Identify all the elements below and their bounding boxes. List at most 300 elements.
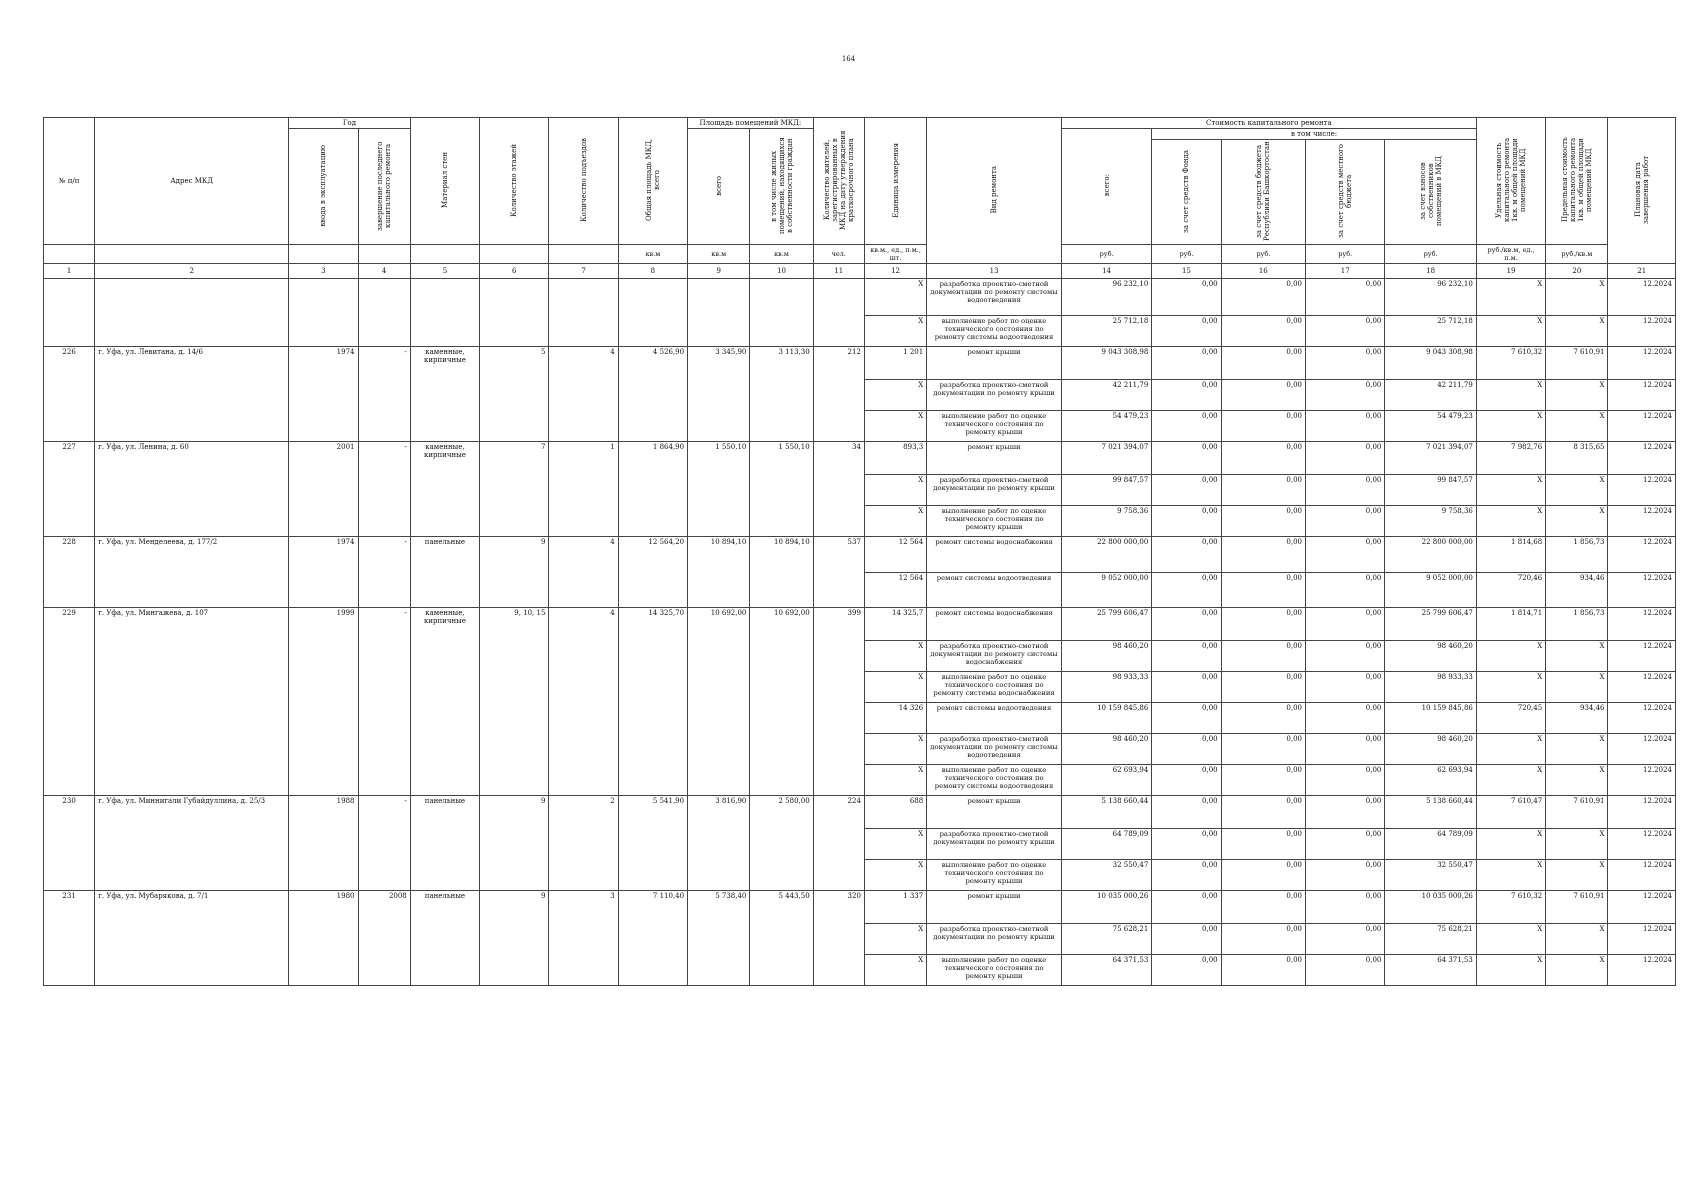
work-type-cell: выполнение работ по оценке технического состояния по ремонту крыши: [927, 506, 1062, 537]
total-area-cell: 14 325,70: [618, 608, 687, 796]
unit-cell: [358, 245, 410, 264]
cost-republic-cell: 0,00: [1221, 672, 1305, 703]
work-type-cell: выполнение работ по оценке технического состояния по ремонту системы водоотведения: [927, 316, 1062, 347]
residents-cell: 212: [813, 347, 864, 442]
work-type-cell: ремонт крыши: [927, 891, 1062, 924]
wall-material-cell: панельные: [410, 796, 479, 891]
cost-owners-cell: 64 371,53: [1385, 955, 1476, 986]
cost-owners-cell: 25 712,18: [1385, 316, 1476, 347]
header-total-area: Общая площадь МКД, всего: [618, 118, 687, 245]
specific-cost-cell: 7 610,32: [1476, 347, 1545, 380]
limit-cost-cell: 7 610,91: [1546, 347, 1608, 380]
address-cell: г. Уфа, ул. Левитана, д. 14/6: [95, 347, 289, 442]
cost-local-cell: 0,00: [1306, 860, 1385, 891]
table-body: [44, 279, 1676, 986]
cost-local-cell: 0,00: [1306, 955, 1385, 986]
specific-cost-cell: 7 610,32: [1476, 891, 1545, 924]
total-area-cell: 12 564,20: [618, 537, 687, 608]
header-limit-cost: Предельная стоимость капитального ремонта 1кв. м общей площади помещений МКД: [1546, 118, 1608, 245]
unit-cell: X: [864, 279, 926, 316]
cost-republic-cell: 0,00: [1221, 734, 1305, 765]
column-number: 6: [480, 264, 549, 279]
work-type-cell: ремонт системы водоснабжения: [927, 537, 1062, 573]
residents-cell: 224: [813, 796, 864, 891]
cost-total-cell: 9 043 308,98: [1061, 347, 1151, 380]
limit-cost-cell: 934,46: [1546, 703, 1608, 734]
unit-cell: 14 325,7: [864, 608, 926, 641]
planned-date-cell: 12.2024: [1608, 411, 1676, 442]
floors-cell: 9: [480, 891, 549, 986]
cost-fund-cell: 0,00: [1152, 475, 1221, 506]
limit-cost-cell: X: [1546, 829, 1608, 860]
cost-local-cell: 0,00: [1306, 829, 1385, 860]
rooms-total-cell: 5 738,40: [688, 891, 750, 986]
cost-fund-cell: 0,00: [1152, 641, 1221, 672]
column-number: 8: [618, 264, 687, 279]
wall-material-cell: панельные: [410, 891, 479, 986]
table-row: [44, 608, 1676, 641]
limit-cost-cell: X: [1546, 734, 1608, 765]
cost-fund-cell: 0,00: [1152, 279, 1221, 316]
work-type-cell: разработка проектно-сметной документации по ремонту системы водоотведения: [927, 734, 1062, 765]
work-type-cell: разработка проектно-сметной документации по ремонту крыши: [927, 924, 1062, 955]
cost-owners-cell: 54 479,23: [1385, 411, 1476, 442]
cost-republic-cell: 0,00: [1221, 641, 1305, 672]
planned-date-cell: 12.2024: [1608, 924, 1676, 955]
commission-year-cell: 1999: [289, 608, 358, 796]
limit-cost-cell: X: [1546, 506, 1608, 537]
cost-owners-cell: 99 847,57: [1385, 475, 1476, 506]
specific-cost-cell: X: [1476, 279, 1545, 316]
unit-cell: [480, 245, 549, 264]
cost-fund-cell: 0,00: [1152, 860, 1221, 891]
specific-cost-cell: X: [1476, 641, 1545, 672]
entrances-cell: 3: [549, 891, 618, 986]
unit-cell: X: [864, 380, 926, 411]
cost-total-cell: 98 460,20: [1061, 641, 1151, 672]
header-cost-fund: за счет средств Фонда: [1152, 140, 1221, 245]
unit-cell: кв.м: [750, 245, 813, 264]
cost-total-cell: 25 799 606,47: [1061, 608, 1151, 641]
cost-fund-cell: 0,00: [1152, 316, 1221, 347]
unit-cell: руб./кв.м, ед., п.м.: [1476, 245, 1545, 264]
cost-local-cell: 0,00: [1306, 316, 1385, 347]
column-numbers-row: [44, 264, 1676, 279]
header-cost-republic: за счет средств бюджета Республики Башкортостан: [1221, 140, 1305, 245]
cost-local-cell: 0,00: [1306, 703, 1385, 734]
column-number: 10: [750, 264, 813, 279]
unit-cell: X: [864, 672, 926, 703]
house-number-cell: 229: [44, 608, 95, 796]
specific-cost-cell: X: [1476, 506, 1545, 537]
unit-cell: 14 326: [864, 703, 926, 734]
cost-republic-cell: 0,00: [1221, 347, 1305, 380]
cost-owners-cell: 64 789,09: [1385, 829, 1476, 860]
cost-fund-cell: 0,00: [1152, 537, 1221, 573]
cost-total-cell: 25 712,18: [1061, 316, 1151, 347]
work-type-cell: разработка проектно-сметной документации по ремонту системы водоснабжения: [927, 641, 1062, 672]
column-number: 17: [1306, 264, 1385, 279]
unit-cell: [95, 245, 289, 264]
cost-owners-cell: 25 799 606,47: [1385, 608, 1476, 641]
cost-total-cell: 9 052 000,00: [1061, 573, 1151, 608]
cost-fund-cell: 0,00: [1152, 891, 1221, 924]
cost-republic-cell: 0,00: [1221, 411, 1305, 442]
cost-local-cell: 0,00: [1306, 411, 1385, 442]
unit-cell: X: [864, 475, 926, 506]
planned-date-cell: 12.2024: [1608, 347, 1676, 380]
rooms-total-cell: 10 894,10: [688, 537, 750, 608]
unit-cell: X: [864, 506, 926, 537]
planned-date-cell: 12.2024: [1608, 672, 1676, 703]
cost-owners-cell: 96 232,10: [1385, 279, 1476, 316]
limit-cost-cell: X: [1546, 641, 1608, 672]
rooms-living-cell: 10 692,00: [750, 608, 813, 796]
page-number: 164: [841, 55, 856, 63]
cost-owners-cell: 42 211,79: [1385, 380, 1476, 411]
column-number: 16: [1221, 264, 1305, 279]
planned-date-cell: 12.2024: [1608, 860, 1676, 891]
last-repair-cell: -: [358, 442, 410, 537]
specific-cost-cell: 7 610,47: [1476, 796, 1545, 829]
column-number: 15: [1152, 264, 1221, 279]
unit-cell: X: [864, 924, 926, 955]
commission-year-cell: 2001: [289, 442, 358, 537]
unit-cell: X: [864, 955, 926, 986]
cost-local-cell: 0,00: [1306, 641, 1385, 672]
cost-total-cell: 10 159 845,86: [1061, 703, 1151, 734]
cost-total-cell: 99 847,57: [1061, 475, 1151, 506]
unit-cell: X: [864, 734, 926, 765]
cost-fund-cell: 0,00: [1152, 703, 1221, 734]
work-type-cell: выполнение работ по оценке технического состояния по ремонту крыши: [927, 411, 1062, 442]
limit-cost-cell: 7 610,91: [1546, 891, 1608, 924]
cost-republic-cell: 0,00: [1221, 608, 1305, 641]
house-number-cell: 227: [44, 442, 95, 537]
specific-cost-cell: X: [1476, 380, 1545, 411]
header-wall-material: Материал стен: [410, 118, 479, 245]
last-repair-cell: -: [358, 537, 410, 608]
floors-cell: 9: [480, 796, 549, 891]
table-row: [44, 891, 1676, 924]
cost-local-cell: 0,00: [1306, 380, 1385, 411]
cost-total-cell: 98 460,20: [1061, 734, 1151, 765]
carry-over-blank: [44, 279, 95, 347]
planned-date-cell: 12.2024: [1608, 641, 1676, 672]
planned-date-cell: 12.2024: [1608, 475, 1676, 506]
cost-republic-cell: 0,00: [1221, 573, 1305, 608]
cost-owners-cell: 98 460,20: [1385, 641, 1476, 672]
entrances-cell: 2: [549, 796, 618, 891]
limit-cost-cell: X: [1546, 380, 1608, 411]
unit-cell: кв.м: [618, 245, 687, 264]
planned-date-cell: 12.2024: [1608, 955, 1676, 986]
cost-total-cell: 64 371,53: [1061, 955, 1151, 986]
wall-material-cell: панельные: [410, 537, 479, 608]
unit-cell: руб.: [1306, 245, 1385, 264]
specific-cost-cell: 7 982,76: [1476, 442, 1545, 475]
entrances-cell: 4: [549, 347, 618, 442]
cost-owners-cell: 7 021 394,07: [1385, 442, 1476, 475]
specific-cost-cell: X: [1476, 924, 1545, 955]
limit-cost-cell: 7 610,91: [1546, 796, 1608, 829]
cost-republic-cell: 0,00: [1221, 765, 1305, 796]
column-number: 20: [1546, 264, 1608, 279]
header-residents: Количество жителей, зарегистрированных в МКД на дату утверждения краткосрочного плана: [813, 118, 864, 245]
commission-year-cell: 1974: [289, 537, 358, 608]
cost-local-cell: 0,00: [1306, 475, 1385, 506]
column-number: 2: [95, 264, 289, 279]
header-group-year: Год: [289, 118, 411, 129]
header-cost-total: всего:: [1061, 129, 1151, 245]
column-number: 9: [688, 264, 750, 279]
header-group-including: в том числе:: [1152, 129, 1477, 140]
table-row: [44, 347, 1676, 380]
column-number: 3: [289, 264, 358, 279]
total-area-cell: 1 864,90: [618, 442, 687, 537]
planned-date-cell: 12.2024: [1608, 442, 1676, 475]
cost-total-cell: 62 693,94: [1061, 765, 1151, 796]
address-cell: г. Уфа, ул. Миннигали Губайдуллина, д. 25/3: [95, 796, 289, 891]
unit-cell: 1 337: [864, 891, 926, 924]
floors-cell: 9: [480, 537, 549, 608]
cost-owners-cell: 32 550,47: [1385, 860, 1476, 891]
work-type-cell: ремонт системы водоотведения: [927, 573, 1062, 608]
unit-cell: 688: [864, 796, 926, 829]
house-number-cell: 226: [44, 347, 95, 442]
work-type-cell: разработка проектно-сметной документации по ремонту крыши: [927, 380, 1062, 411]
cost-fund-cell: 0,00: [1152, 573, 1221, 608]
limit-cost-cell: X: [1546, 765, 1608, 796]
unit-cell: кв.м., ед., п.м., шт.: [864, 245, 926, 264]
cost-fund-cell: 0,00: [1152, 506, 1221, 537]
cost-local-cell: 0,00: [1306, 573, 1385, 608]
work-type-cell: ремонт крыши: [927, 347, 1062, 380]
cost-local-cell: 0,00: [1306, 347, 1385, 380]
work-type-cell: ремонт крыши: [927, 442, 1062, 475]
cost-republic-cell: 0,00: [1221, 380, 1305, 411]
header-cost-owners: за счет взносов собственников помещений в МКД: [1385, 140, 1476, 245]
specific-cost-cell: 720,46: [1476, 573, 1545, 608]
cost-fund-cell: 0,00: [1152, 347, 1221, 380]
floors-cell: 9, 10, 15: [480, 608, 549, 796]
column-number: 21: [1608, 264, 1676, 279]
cost-total-cell: 96 232,10: [1061, 279, 1151, 316]
planned-date-cell: 12.2024: [1608, 608, 1676, 641]
work-type-cell: разработка проектно-сметной документации по ремонту системы водоотведения: [927, 279, 1062, 316]
header-rooms-living: в том числе жилых помещений, находящихся в собственности граждан: [750, 129, 813, 245]
planned-date-cell: 12.2024: [1608, 765, 1676, 796]
address-cell: г. Уфа, ул. Мингажева, д. 107: [95, 608, 289, 796]
header-cost-local: за счет средств местного бюджета: [1306, 140, 1385, 245]
unit-cell: чел.: [813, 245, 864, 264]
cost-owners-cell: 10 159 845,86: [1385, 703, 1476, 734]
planned-date-cell: 12.2024: [1608, 734, 1676, 765]
unit-cell: руб.: [1221, 245, 1305, 264]
table-row: [44, 279, 1676, 316]
cost-owners-cell: 62 693,94: [1385, 765, 1476, 796]
cost-owners-cell: 22 800 000,00: [1385, 537, 1476, 573]
header-address: Адрес МКД: [95, 118, 289, 245]
unit-cell: 12 564: [864, 537, 926, 573]
planned-date-cell: 12.2024: [1608, 316, 1676, 347]
header-entrances: Количество подъездов: [549, 118, 618, 245]
entrances-cell: 4: [549, 608, 618, 796]
cost-republic-cell: 0,00: [1221, 537, 1305, 573]
column-number: 4: [358, 264, 410, 279]
unit-cell: руб.: [1152, 245, 1221, 264]
table-row: [44, 537, 1676, 573]
carry-over-blank: [358, 279, 410, 347]
header-number: № п/п: [44, 118, 95, 245]
planned-date-cell: 12.2024: [1608, 380, 1676, 411]
cost-republic-cell: 0,00: [1221, 860, 1305, 891]
cost-republic-cell: 0,00: [1221, 442, 1305, 475]
entrances-cell: 4: [549, 537, 618, 608]
table-row: [44, 442, 1676, 475]
cost-republic-cell: 0,00: [1221, 891, 1305, 924]
unit-cell: X: [864, 411, 926, 442]
cost-total-cell: 5 138 660,44: [1061, 796, 1151, 829]
limit-cost-cell: X: [1546, 316, 1608, 347]
specific-cost-cell: X: [1476, 411, 1545, 442]
house-number-cell: 231: [44, 891, 95, 986]
unit-cell: X: [864, 641, 926, 672]
cost-total-cell: 42 211,79: [1061, 380, 1151, 411]
carry-over-blank: [813, 279, 864, 347]
cost-republic-cell: 0,00: [1221, 796, 1305, 829]
cost-local-cell: 0,00: [1306, 734, 1385, 765]
cost-total-cell: 32 550,47: [1061, 860, 1151, 891]
cost-republic-cell: 0,00: [1221, 829, 1305, 860]
planned-date-cell: 12.2024: [1608, 703, 1676, 734]
cost-local-cell: 0,00: [1306, 537, 1385, 573]
cost-owners-cell: 5 138 660,44: [1385, 796, 1476, 829]
work-type-cell: разработка проектно-сметной документации по ремонту крыши: [927, 829, 1062, 860]
cost-republic-cell: 0,00: [1221, 475, 1305, 506]
cost-local-cell: 0,00: [1306, 765, 1385, 796]
unit-cell: [289, 245, 358, 264]
rooms-living-cell: 2 580,00: [750, 796, 813, 891]
cost-owners-cell: 98 460,20: [1385, 734, 1476, 765]
header-group-area: Площадь помещений МКД:: [688, 118, 814, 129]
last-repair-cell: 2008: [358, 891, 410, 986]
specific-cost-cell: 1 814,71: [1476, 608, 1545, 641]
header-commission-year: ввода в эксплуатацию: [289, 129, 358, 245]
work-type-cell: выполнение работ по оценке технического состояния по ремонту системы водоотведения: [927, 765, 1062, 796]
cost-fund-cell: 0,00: [1152, 380, 1221, 411]
limit-cost-cell: 934,46: [1546, 573, 1608, 608]
column-number: 1: [44, 264, 95, 279]
work-type-cell: ремонт системы водоснабжения: [927, 608, 1062, 641]
floors-cell: 5: [480, 347, 549, 442]
limit-cost-cell: 8 315,65: [1546, 442, 1608, 475]
cost-local-cell: 0,00: [1306, 279, 1385, 316]
work-type-cell: ремонт крыши: [927, 796, 1062, 829]
cost-republic-cell: 0,00: [1221, 316, 1305, 347]
unit-cell: X: [864, 860, 926, 891]
specific-cost-cell: X: [1476, 316, 1545, 347]
cost-total-cell: 54 479,23: [1061, 411, 1151, 442]
column-number: 14: [1061, 264, 1151, 279]
rooms-total-cell: 3 345,90: [688, 347, 750, 442]
column-number: 18: [1385, 264, 1476, 279]
unit-cell: [410, 245, 479, 264]
planned-date-cell: 12.2024: [1608, 506, 1676, 537]
work-type-cell: ремонт системы водоотведения: [927, 703, 1062, 734]
limit-cost-cell: X: [1546, 860, 1608, 891]
specific-cost-cell: X: [1476, 829, 1545, 860]
carry-over-blank: [480, 279, 549, 347]
work-type-cell: выполнение работ по оценке технического состояния по ремонту крыши: [927, 860, 1062, 891]
cost-total-cell: 64 789,09: [1061, 829, 1151, 860]
table-row: [44, 796, 1676, 829]
unit-cell: руб.: [1061, 245, 1151, 264]
wall-material-cell: каменные, кирпичные: [410, 442, 479, 537]
cost-fund-cell: 0,00: [1152, 608, 1221, 641]
rooms-total-cell: 10 692,00: [688, 608, 750, 796]
specific-cost-cell: 1 814,68: [1476, 537, 1545, 573]
header-rooms-total: всего: [688, 129, 750, 245]
rooms-living-cell: 10 894,10: [750, 537, 813, 608]
last-repair-cell: -: [358, 796, 410, 891]
rooms-total-cell: 3 816,90: [688, 796, 750, 891]
rooms-living-cell: 1 550,10: [750, 442, 813, 537]
cost-local-cell: 0,00: [1306, 608, 1385, 641]
address-cell: г. Уфа, ул. Менделеева, д. 177/2: [95, 537, 289, 608]
column-number: 12: [864, 264, 926, 279]
cost-local-cell: 0,00: [1306, 442, 1385, 475]
unit-cell: [549, 245, 618, 264]
header-floors: Количество этажей: [480, 118, 549, 245]
cost-fund-cell: 0,00: [1152, 411, 1221, 442]
planned-date-cell: 12.2024: [1608, 829, 1676, 860]
column-number: 7: [549, 264, 618, 279]
cost-owners-cell: 9 758,36: [1385, 506, 1476, 537]
limit-cost-cell: X: [1546, 475, 1608, 506]
header-unit: Единица измерения: [864, 118, 926, 245]
limit-cost-cell: X: [1546, 279, 1608, 316]
unit-cell: кв.м: [688, 245, 750, 264]
specific-cost-cell: X: [1476, 672, 1545, 703]
cost-owners-cell: 9 043 308,98: [1385, 347, 1476, 380]
column-number: 5: [410, 264, 479, 279]
floors-cell: 7: [480, 442, 549, 537]
last-repair-cell: -: [358, 347, 410, 442]
cost-republic-cell: 0,00: [1221, 506, 1305, 537]
carry-over-blank: [618, 279, 687, 347]
column-number: 13: [927, 264, 1062, 279]
cost-republic-cell: 0,00: [1221, 924, 1305, 955]
cost-owners-cell: 75 628,21: [1385, 924, 1476, 955]
cost-fund-cell: 0,00: [1152, 955, 1221, 986]
wall-material-cell: каменные, кирпичные: [410, 608, 479, 796]
repair-plan-table-wrapper: [43, 117, 1676, 986]
unit-cell: X: [864, 829, 926, 860]
address-cell: г. Уфа, ул. Мубарякова, д. 7/1: [95, 891, 289, 986]
cost-republic-cell: 0,00: [1221, 703, 1305, 734]
carry-over-blank: [688, 279, 750, 347]
cost-total-cell: 98 933,33: [1061, 672, 1151, 703]
planned-date-cell: 12.2024: [1608, 891, 1676, 924]
cost-owners-cell: 98 933,33: [1385, 672, 1476, 703]
cost-fund-cell: 0,00: [1152, 829, 1221, 860]
residents-cell: 537: [813, 537, 864, 608]
cost-fund-cell: 0,00: [1152, 442, 1221, 475]
header-group-cost: Стоимость капитального ремонта: [1061, 118, 1476, 129]
house-number-cell: 228: [44, 537, 95, 608]
units-row: [44, 245, 1676, 264]
